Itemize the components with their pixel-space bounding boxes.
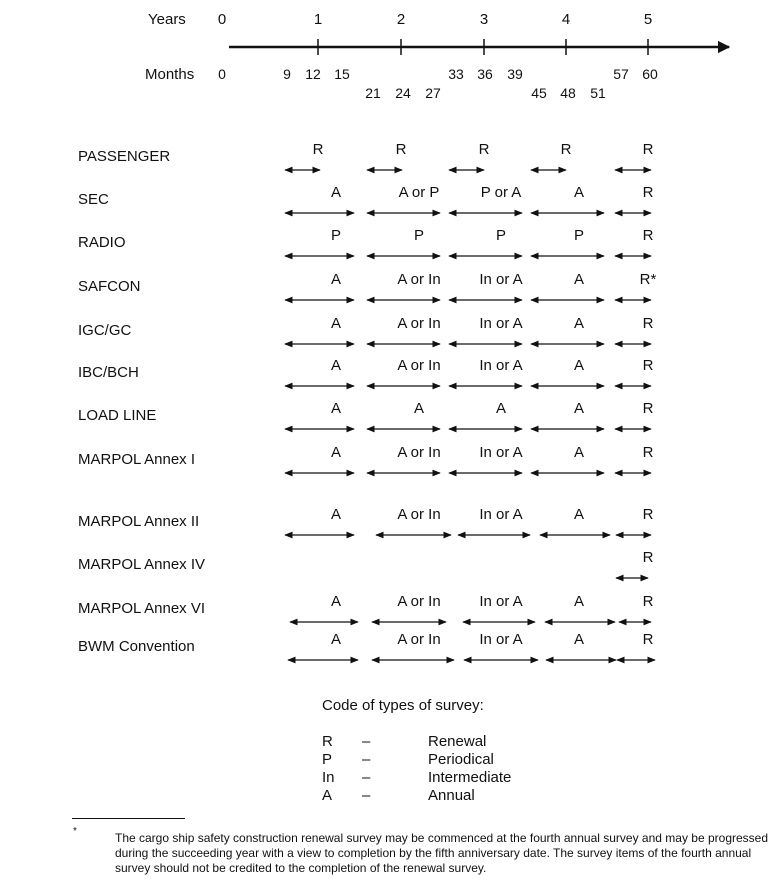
legend-code-p: P	[322, 751, 333, 768]
survey-row	[78, 506, 654, 535]
survey-type-label: R	[642, 357, 654, 374]
month-label: 24	[395, 85, 411, 101]
survey-row	[78, 593, 654, 622]
survey-type-label: P	[573, 227, 585, 244]
survey-type-label: A	[495, 400, 507, 417]
row-name: LOAD LINE	[78, 407, 157, 424]
survey-type-label: R	[642, 141, 654, 158]
month-label: 36	[477, 66, 493, 82]
survey-type-label: A or In	[397, 506, 441, 523]
survey-type-label: A or P	[398, 184, 440, 201]
month-label: 15	[334, 66, 350, 82]
legend-meaning-a: Annual	[428, 787, 475, 804]
footnote-text: The cargo ship safety construction renewal survey may be commenced at the fourth annual survey and may be progressed during the succeeding year with a view to completion by the fifth anniversary date. The survey items of the fourth annual survey should not be credited to the completion of the renewal survey.	[115, 831, 769, 875]
survey-type-label: A	[573, 444, 585, 461]
row-name: MARPOL Annex II	[78, 513, 200, 530]
legend-code-r: R	[322, 733, 333, 750]
survey-type-label: A	[573, 271, 585, 288]
survey-type-label: R	[312, 141, 324, 158]
legend-title: Code of types of survey:	[322, 697, 484, 714]
month-label: 51	[590, 85, 606, 101]
survey-type-label: R	[642, 631, 654, 648]
row-name: SAFCON	[78, 278, 141, 295]
survey-type-label: P	[413, 227, 425, 244]
survey-row	[78, 549, 654, 578]
survey-type-label: R	[642, 444, 654, 461]
survey-type-label: In or A	[479, 357, 523, 374]
survey-type-label: In or A	[479, 506, 523, 523]
month-label: 33	[448, 66, 464, 82]
survey-type-label: R	[642, 315, 654, 332]
survey-rows	[78, 141, 656, 660]
footnote-mark: *	[73, 826, 77, 837]
survey-type-label: R	[560, 141, 572, 158]
month-labels	[218, 66, 658, 101]
legend-dash-in: –	[362, 769, 371, 786]
month-label: 12	[305, 66, 321, 82]
survey-type-label: A	[413, 400, 425, 417]
row-name: BWM Convention	[78, 638, 195, 655]
survey-type-label: P	[330, 227, 342, 244]
year-labels	[218, 11, 652, 28]
year-label: 2	[396, 11, 406, 28]
survey-type-label: R	[642, 184, 654, 201]
survey-code-legend	[322, 697, 511, 804]
survey-type-label: R*	[639, 271, 657, 288]
row-name: IBC/BCH	[78, 364, 139, 381]
survey-type-label: A	[573, 400, 585, 417]
survey-type-label: In or A	[479, 315, 523, 332]
survey-type-label: A	[573, 593, 585, 610]
survey-row	[78, 227, 654, 256]
row-name: MARPOL Annex IV	[78, 556, 206, 573]
month-label: 21	[365, 85, 381, 101]
survey-type-label: R	[395, 141, 407, 158]
survey-row	[78, 141, 654, 170]
legend-meaning-in: Intermediate	[428, 769, 512, 786]
survey-type-label: A	[330, 506, 342, 523]
survey-type-label: P or A	[480, 184, 522, 201]
month-label: 9	[283, 66, 291, 82]
survey-type-label: R	[642, 506, 654, 523]
survey-row	[78, 184, 654, 213]
survey-type-label: A	[330, 444, 342, 461]
row-name: PASSENGER	[78, 148, 171, 165]
month-label: 0	[218, 66, 226, 82]
survey-type-label: R	[642, 549, 654, 566]
month-label: 48	[560, 85, 576, 101]
footnote-rule	[72, 818, 185, 819]
survey-type-label: A	[330, 357, 342, 374]
legend-meaning-r: Renewal	[428, 733, 487, 750]
legend-code-a: A	[322, 787, 333, 804]
survey-row	[78, 631, 655, 660]
survey-type-label: P	[495, 227, 507, 244]
survey-type-label: In or A	[479, 593, 523, 610]
survey-type-label: A or In	[397, 444, 441, 461]
row-name: IGC/GC	[78, 322, 132, 339]
survey-type-label: A	[330, 631, 342, 648]
years-label: Years	[148, 11, 186, 28]
survey-type-label: R	[642, 400, 654, 417]
year-label: 3	[479, 11, 489, 28]
row-name: SEC	[78, 191, 109, 208]
months-label: Months	[145, 66, 195, 83]
survey-type-label: A or In	[397, 357, 441, 374]
survey-row	[78, 315, 654, 344]
survey-type-label: A	[330, 184, 342, 201]
legend-code-in: In	[322, 769, 335, 786]
survey-type-label: A	[573, 357, 585, 374]
survey-type-label: A	[330, 400, 342, 417]
month-label: 27	[425, 85, 441, 101]
legend-dash-r: –	[362, 733, 371, 750]
legend-dash-p: –	[362, 751, 371, 768]
year-label: 0	[217, 11, 227, 28]
row-name: RADIO	[78, 234, 126, 251]
row-name: MARPOL Annex VI	[78, 600, 206, 617]
survey-type-label: A	[330, 271, 342, 288]
survey-type-label: A or In	[397, 315, 441, 332]
survey-type-label: A	[573, 506, 585, 523]
survey-type-label: In or A	[479, 631, 523, 648]
survey-row	[78, 444, 654, 473]
month-label: 39	[507, 66, 523, 82]
survey-type-label: A	[573, 184, 585, 201]
survey-type-label: In or A	[479, 271, 523, 288]
survey-type-label: A or In	[397, 271, 441, 288]
year-label: 4	[561, 11, 571, 28]
survey-type-label: A	[573, 631, 585, 648]
survey-type-label: A or In	[397, 631, 441, 648]
survey-type-label: A	[330, 593, 342, 610]
legend-meaning-p: Periodical	[428, 751, 494, 768]
survey-type-label: R	[478, 141, 490, 158]
survey-type-label: A or In	[397, 593, 441, 610]
survey-type-label: R	[642, 227, 654, 244]
survey-row	[78, 357, 654, 386]
month-label: 60	[642, 66, 658, 82]
year-label: 1	[313, 11, 323, 28]
survey-type-label: R	[642, 593, 654, 610]
row-name: MARPOL Annex I	[78, 451, 195, 468]
legend-dash-a: –	[362, 787, 371, 804]
year-label: 5	[643, 11, 653, 28]
month-label: 45	[531, 85, 547, 101]
survey-row	[78, 271, 656, 300]
survey-row	[78, 400, 654, 429]
survey-type-label: A	[573, 315, 585, 332]
survey-type-label: A	[330, 315, 342, 332]
survey-type-label: In or A	[479, 444, 523, 461]
month-label: 57	[613, 66, 629, 82]
